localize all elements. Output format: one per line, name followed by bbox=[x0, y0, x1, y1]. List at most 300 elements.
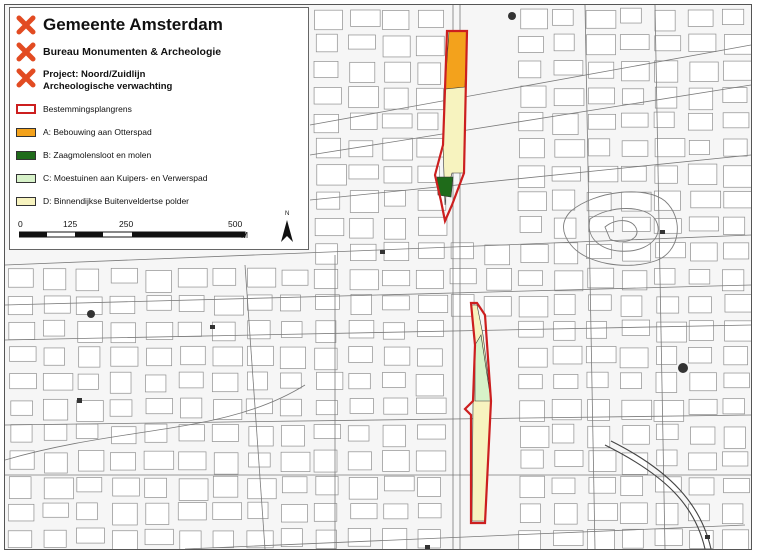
building-block bbox=[44, 530, 66, 547]
building-block bbox=[554, 322, 575, 341]
building-block bbox=[351, 504, 377, 519]
building-block bbox=[350, 191, 378, 213]
building-block bbox=[45, 453, 68, 473]
building-block bbox=[554, 61, 583, 75]
building-block bbox=[621, 476, 643, 495]
building-block bbox=[248, 321, 270, 339]
building-block bbox=[385, 62, 411, 82]
building-block bbox=[552, 399, 581, 419]
building-block bbox=[383, 36, 410, 57]
building-block bbox=[724, 478, 750, 492]
building-block bbox=[212, 373, 238, 392]
building-block bbox=[314, 269, 337, 288]
scale-tick-500: 500 bbox=[228, 219, 243, 229]
building-block bbox=[179, 425, 204, 441]
building-block bbox=[418, 477, 441, 496]
building-block bbox=[110, 400, 132, 416]
building-block bbox=[724, 373, 749, 388]
building-block bbox=[213, 268, 236, 285]
logo-cross-2 bbox=[16, 42, 36, 62]
scale-unit: M bbox=[241, 230, 249, 240]
building-block bbox=[621, 296, 642, 316]
building-block bbox=[314, 425, 341, 439]
cross-icon bbox=[16, 42, 36, 62]
building-block bbox=[418, 63, 441, 84]
building-block bbox=[689, 321, 713, 341]
building-block bbox=[350, 244, 376, 260]
building-block bbox=[44, 424, 67, 440]
building-block bbox=[553, 114, 578, 135]
building-block bbox=[553, 346, 582, 364]
building-block bbox=[554, 243, 578, 264]
building-block bbox=[43, 399, 67, 420]
building-block bbox=[179, 479, 208, 501]
building-block bbox=[77, 477, 102, 491]
building-block bbox=[8, 297, 32, 315]
building-block bbox=[113, 503, 138, 525]
building-block bbox=[212, 424, 238, 441]
building-block bbox=[689, 140, 709, 154]
building-block bbox=[348, 426, 369, 441]
building-block bbox=[552, 424, 574, 443]
building-block bbox=[418, 503, 441, 517]
building-block bbox=[384, 190, 405, 206]
building-block bbox=[315, 218, 344, 235]
building-block bbox=[554, 89, 584, 106]
building-block bbox=[588, 504, 617, 521]
building-block bbox=[418, 10, 443, 27]
building-block bbox=[248, 479, 276, 499]
building-block bbox=[350, 62, 375, 82]
building-block bbox=[724, 347, 748, 365]
building-block bbox=[725, 321, 751, 341]
building-block bbox=[416, 270, 443, 288]
legend-item-zone-d bbox=[16, 195, 189, 207]
building-block bbox=[280, 373, 301, 388]
building-block bbox=[384, 504, 408, 519]
building-block bbox=[691, 191, 721, 208]
building-block bbox=[213, 503, 242, 520]
building-block bbox=[146, 503, 169, 524]
building-block bbox=[656, 503, 678, 524]
building-block bbox=[588, 268, 614, 288]
building-block bbox=[723, 88, 747, 103]
building-block bbox=[77, 400, 104, 421]
building-block bbox=[690, 427, 714, 444]
scale-tick-125: 125 bbox=[63, 219, 78, 229]
building-block bbox=[485, 245, 510, 265]
building-block bbox=[723, 530, 749, 549]
building-block bbox=[554, 374, 578, 388]
building-block bbox=[383, 529, 407, 549]
building-block bbox=[76, 269, 99, 291]
building-block bbox=[351, 294, 371, 314]
building-block bbox=[314, 61, 338, 77]
building-block bbox=[280, 399, 301, 416]
building-block bbox=[689, 399, 717, 414]
building-block bbox=[280, 347, 305, 369]
building-block bbox=[76, 424, 98, 438]
building-block bbox=[418, 113, 438, 130]
building-block bbox=[349, 87, 379, 108]
building-block bbox=[655, 10, 675, 31]
building-block bbox=[587, 372, 608, 388]
building-block bbox=[586, 346, 616, 362]
building-block bbox=[690, 62, 718, 81]
scale-bar bbox=[19, 230, 249, 240]
building-block bbox=[725, 294, 751, 312]
building-block bbox=[382, 114, 412, 128]
building-block bbox=[315, 348, 337, 370]
building-block bbox=[178, 503, 206, 520]
building-block bbox=[723, 61, 751, 80]
building-block bbox=[179, 296, 204, 312]
legend-label: Bestemmingsplangrens bbox=[43, 104, 132, 114]
building-block bbox=[689, 34, 716, 51]
building-block bbox=[519, 531, 541, 549]
building-block bbox=[419, 243, 445, 258]
building-block bbox=[179, 452, 206, 470]
building-block bbox=[688, 10, 713, 26]
building-block bbox=[518, 271, 542, 286]
building-block bbox=[655, 36, 681, 51]
building-block bbox=[588, 139, 609, 156]
building-block bbox=[350, 270, 378, 290]
building-block bbox=[316, 401, 337, 415]
building-block bbox=[520, 216, 541, 232]
building-block bbox=[145, 375, 166, 392]
building-block bbox=[349, 141, 373, 157]
building-block bbox=[314, 450, 337, 472]
building-block bbox=[349, 320, 374, 338]
building-block bbox=[589, 477, 615, 493]
building-block bbox=[518, 37, 543, 53]
building-block bbox=[416, 36, 444, 56]
building-block bbox=[587, 192, 611, 210]
legend-item-zone-a bbox=[16, 126, 152, 138]
building-block bbox=[622, 141, 648, 157]
building-block bbox=[519, 61, 541, 78]
building-block bbox=[521, 86, 546, 107]
building-block bbox=[316, 34, 337, 52]
building-block bbox=[722, 504, 743, 524]
building-block bbox=[487, 268, 512, 290]
building-block bbox=[213, 347, 243, 366]
building-block bbox=[623, 243, 651, 261]
building-block bbox=[247, 372, 267, 390]
building-block bbox=[212, 322, 235, 341]
building-block bbox=[147, 296, 171, 311]
building-block bbox=[384, 347, 410, 365]
building-block bbox=[586, 35, 615, 55]
building-block bbox=[351, 10, 380, 26]
logo-cross-3 bbox=[16, 68, 36, 88]
logo-cross-1 bbox=[16, 15, 36, 35]
building-block bbox=[587, 530, 614, 549]
building-block bbox=[384, 242, 409, 260]
organization-name: Gemeente Amsterdam bbox=[43, 15, 223, 34]
building-block bbox=[724, 427, 745, 448]
building-block bbox=[723, 399, 745, 414]
building-block bbox=[110, 296, 135, 313]
building-block bbox=[8, 504, 33, 521]
building-block bbox=[689, 217, 718, 231]
building-block bbox=[213, 476, 237, 497]
building-block bbox=[586, 322, 606, 339]
building-block bbox=[383, 10, 409, 29]
building-block bbox=[655, 61, 678, 82]
building-block bbox=[520, 504, 540, 523]
building-block bbox=[79, 347, 100, 367]
building-block bbox=[43, 503, 69, 517]
building-block bbox=[349, 346, 373, 362]
building-block bbox=[179, 372, 203, 388]
building-block bbox=[281, 452, 310, 471]
building-block bbox=[111, 268, 137, 283]
project-title bbox=[43, 69, 172, 93]
building-block bbox=[416, 398, 446, 413]
building-block bbox=[724, 217, 745, 235]
building-block bbox=[314, 503, 337, 521]
building-block bbox=[384, 88, 408, 109]
north-label: N bbox=[285, 211, 290, 217]
building-block bbox=[317, 165, 347, 185]
building-block bbox=[521, 245, 548, 263]
building-block bbox=[589, 166, 618, 182]
building-block bbox=[722, 452, 747, 466]
building-block bbox=[44, 296, 70, 313]
building-block bbox=[554, 295, 575, 315]
building-block bbox=[147, 348, 172, 366]
building-block bbox=[43, 373, 73, 390]
building-block bbox=[554, 504, 577, 524]
building-block bbox=[656, 347, 676, 365]
scale-tick-250: 250 bbox=[119, 219, 134, 229]
building-block bbox=[180, 531, 201, 549]
building-block bbox=[723, 243, 748, 259]
building-block bbox=[43, 269, 65, 290]
building-block bbox=[79, 450, 104, 471]
building-block bbox=[247, 295, 272, 310]
building-block bbox=[621, 166, 646, 181]
building-block bbox=[43, 320, 64, 336]
building-block bbox=[110, 372, 131, 393]
building-block bbox=[384, 398, 408, 414]
building-block bbox=[314, 87, 341, 104]
building-block bbox=[113, 478, 140, 496]
legend-label: B: Zaagmolensloot en molen bbox=[43, 150, 152, 160]
building-block bbox=[621, 113, 648, 127]
building-block bbox=[688, 347, 711, 363]
building-block bbox=[656, 372, 677, 392]
building-block bbox=[281, 426, 304, 447]
building-block bbox=[689, 478, 714, 495]
building-block bbox=[555, 450, 583, 466]
building-block bbox=[417, 88, 444, 109]
building-block bbox=[586, 11, 616, 29]
building-block bbox=[384, 476, 414, 491]
building-block bbox=[555, 271, 583, 291]
legend-swatch bbox=[16, 174, 36, 183]
building-block bbox=[588, 426, 610, 447]
building-block bbox=[621, 8, 642, 23]
building-block bbox=[724, 166, 751, 187]
building-block bbox=[623, 529, 644, 548]
building-block bbox=[689, 270, 710, 284]
building-block bbox=[587, 244, 612, 258]
building-block bbox=[688, 113, 712, 130]
building-block bbox=[178, 322, 201, 336]
building-block bbox=[518, 192, 546, 211]
legend-item-boundary bbox=[16, 103, 132, 115]
building-block bbox=[249, 427, 273, 446]
building-block bbox=[722, 9, 743, 24]
building-block bbox=[214, 453, 238, 474]
building-block bbox=[451, 243, 473, 259]
building-block bbox=[552, 190, 574, 210]
building-block bbox=[316, 530, 336, 549]
building-block bbox=[688, 504, 709, 521]
building-block bbox=[383, 425, 405, 447]
zone-a-bebouwing-otterspad bbox=[445, 31, 467, 89]
building-block bbox=[178, 268, 207, 287]
building-block bbox=[317, 372, 343, 389]
building-block bbox=[44, 478, 73, 499]
building-block bbox=[656, 424, 678, 439]
legend-swatch bbox=[16, 128, 36, 137]
building-block bbox=[689, 297, 712, 313]
building-block bbox=[145, 529, 173, 544]
building-block bbox=[623, 426, 650, 445]
building-block bbox=[724, 139, 747, 156]
building-block bbox=[315, 10, 343, 30]
building-block bbox=[349, 478, 377, 500]
building-block bbox=[655, 139, 685, 157]
building-block bbox=[589, 217, 614, 232]
legend-swatch bbox=[16, 197, 36, 206]
building-block bbox=[690, 373, 717, 391]
building-block bbox=[77, 503, 98, 520]
building-block bbox=[520, 139, 545, 158]
building-block bbox=[417, 425, 445, 439]
building-block bbox=[282, 270, 308, 285]
building-block bbox=[181, 398, 202, 418]
building-block bbox=[9, 347, 36, 362]
building-block bbox=[317, 192, 340, 209]
building-block bbox=[44, 348, 64, 365]
legend-label: D: Binnendijkse Buitenveldertse polder bbox=[43, 196, 190, 206]
building-block bbox=[248, 268, 276, 287]
building-block bbox=[416, 451, 446, 471]
building-block bbox=[111, 323, 136, 343]
building-block bbox=[350, 399, 373, 414]
building-block bbox=[589, 295, 612, 310]
building-block bbox=[8, 269, 33, 287]
building-block bbox=[9, 477, 31, 499]
building-block bbox=[78, 321, 103, 342]
building-block bbox=[146, 399, 173, 414]
building-block bbox=[520, 476, 545, 497]
legend-label: C: Moestuinen aan Kuipers- en Verwerspad bbox=[43, 173, 208, 183]
building-block bbox=[281, 322, 302, 338]
legend-swatch bbox=[16, 104, 36, 114]
building-block bbox=[691, 243, 718, 261]
building-block bbox=[8, 531, 32, 548]
building-block bbox=[316, 321, 336, 343]
building-block bbox=[519, 375, 542, 389]
building-block bbox=[520, 426, 549, 447]
building-block bbox=[588, 88, 614, 104]
legend-label: A: Bebouwing aan Otterspad bbox=[43, 127, 152, 137]
building-block bbox=[554, 34, 574, 51]
building-block bbox=[382, 270, 409, 285]
legend-item-zone-b bbox=[16, 149, 151, 161]
building-block bbox=[518, 348, 547, 367]
building-block bbox=[588, 114, 615, 129]
building-block bbox=[655, 529, 682, 545]
building-block bbox=[384, 167, 412, 183]
building-block bbox=[654, 401, 684, 422]
building-block bbox=[78, 374, 98, 389]
building-block bbox=[382, 373, 405, 388]
building-block bbox=[622, 271, 647, 290]
building-block bbox=[383, 450, 410, 471]
building-block bbox=[416, 374, 443, 395]
building-block bbox=[688, 164, 717, 184]
building-block bbox=[316, 138, 340, 158]
building-block bbox=[724, 35, 751, 55]
cross-icon bbox=[16, 68, 36, 88]
building-block bbox=[654, 269, 675, 285]
building-block bbox=[145, 478, 167, 497]
building-block bbox=[484, 297, 511, 316]
building-block bbox=[348, 35, 375, 49]
building-block bbox=[112, 531, 137, 549]
building-block bbox=[418, 217, 447, 235]
building-block bbox=[246, 399, 272, 414]
department-name: Bureau Monumenten & Archeologie bbox=[43, 46, 222, 58]
building-block bbox=[248, 502, 268, 518]
building-block bbox=[620, 503, 647, 524]
building-block bbox=[722, 270, 743, 291]
building-block bbox=[9, 322, 35, 339]
project-line-1: Project: Noord/Zuidlijn bbox=[43, 69, 146, 80]
building-block bbox=[316, 244, 338, 264]
building-block bbox=[11, 425, 32, 443]
cross-icon bbox=[16, 15, 36, 35]
building-block bbox=[349, 373, 370, 388]
building-block bbox=[657, 450, 677, 466]
building-block bbox=[552, 478, 575, 494]
building-block bbox=[111, 347, 138, 366]
legend-item-zone-c bbox=[16, 172, 207, 184]
building-block bbox=[418, 295, 447, 312]
building-block bbox=[723, 113, 749, 128]
building-block bbox=[11, 401, 33, 415]
building-block bbox=[146, 270, 171, 292]
building-block bbox=[350, 218, 373, 238]
project-line-2: Archeologische verwachting bbox=[43, 81, 173, 92]
map-frame bbox=[4, 4, 752, 550]
building-block bbox=[417, 321, 443, 337]
building-block bbox=[348, 452, 371, 470]
building-block bbox=[450, 269, 476, 284]
building-block bbox=[384, 218, 405, 239]
building-block bbox=[383, 296, 410, 310]
building-block bbox=[724, 191, 751, 207]
building-block bbox=[417, 349, 442, 366]
building-block bbox=[521, 9, 548, 29]
